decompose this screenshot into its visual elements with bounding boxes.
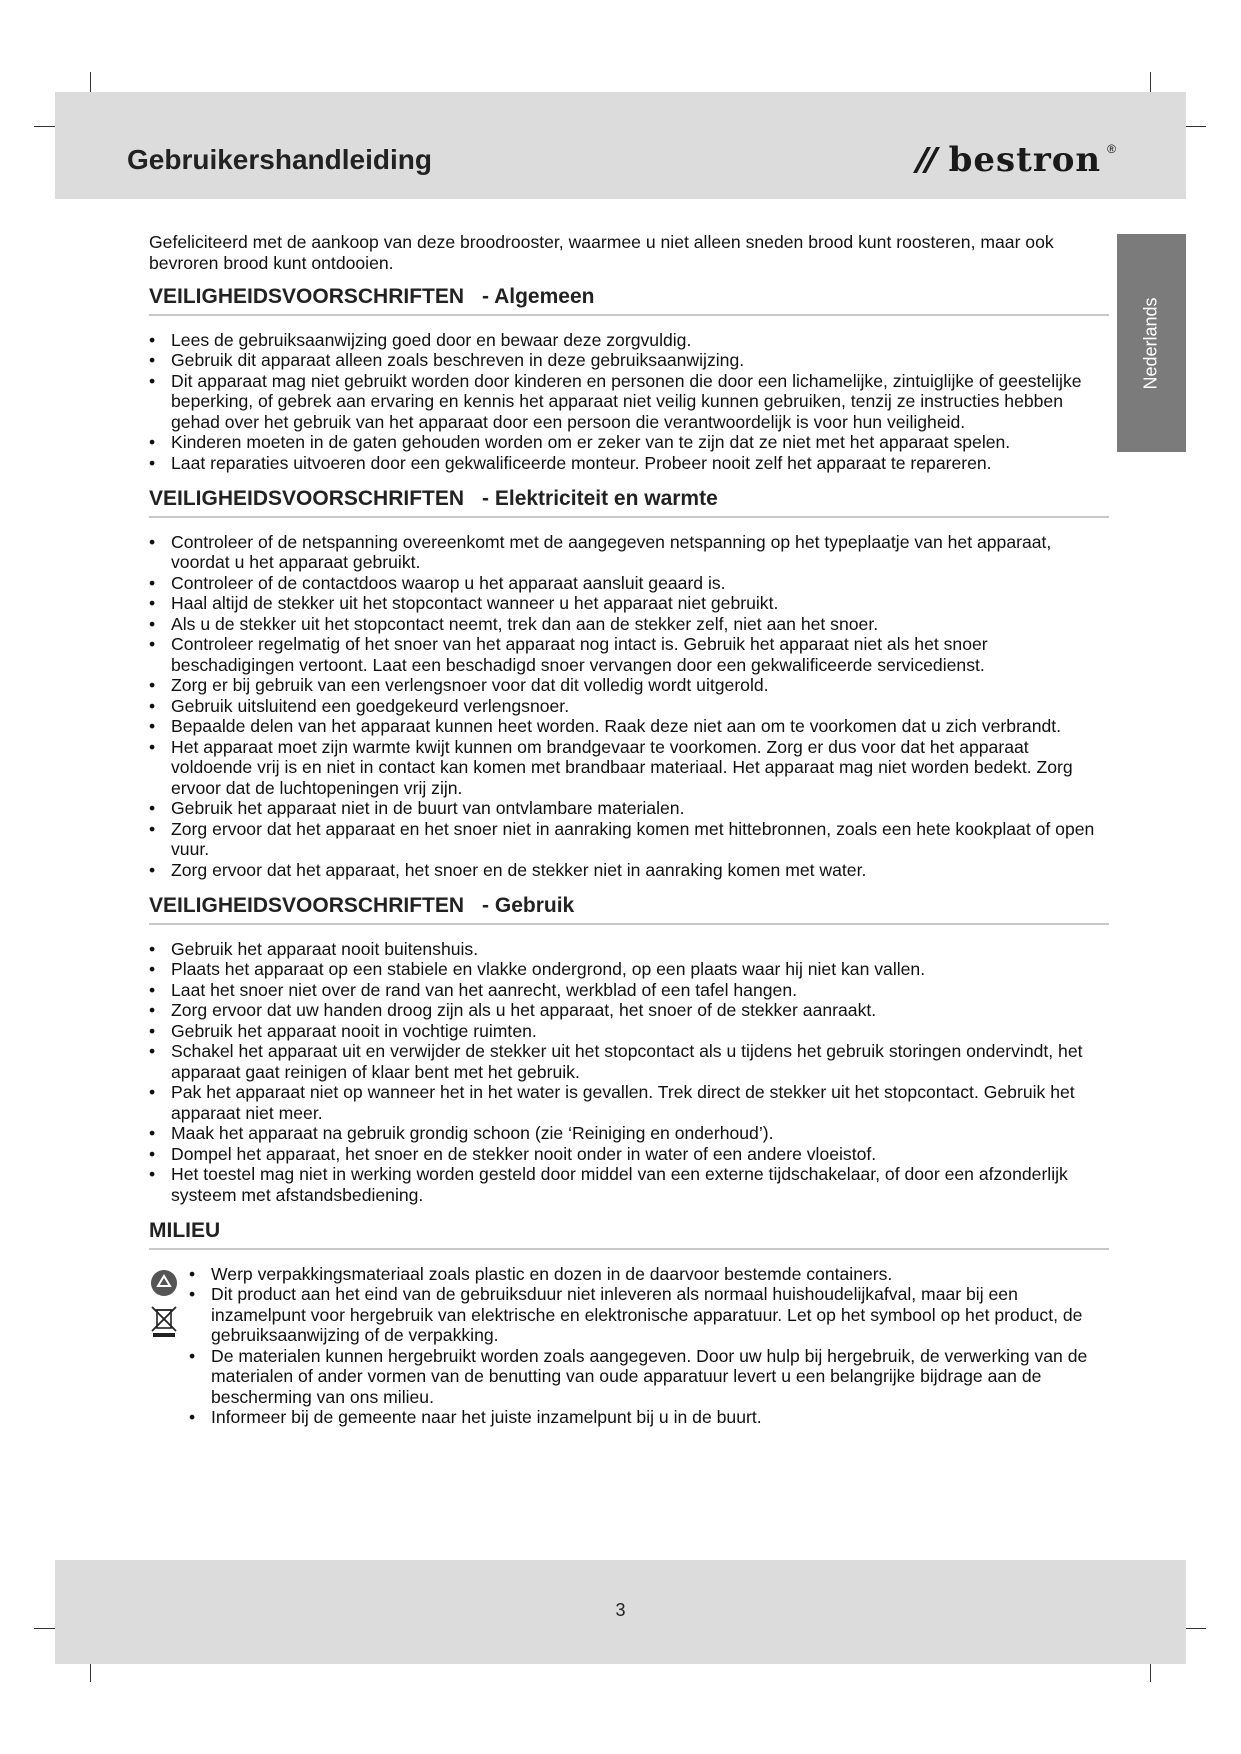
section-algemeen [149, 287, 1109, 473]
bullet-list [189, 1264, 1109, 1428]
list-item: • Schakel het apparaat uit en verwijder de stekker uit het stopcontact als u tijdens het gebruik storingen ondervindt, het apparaat gaat reinigen of klaar bent met het gebruik. [149, 1041, 1109, 1082]
section-title [149, 287, 1109, 316]
page-header [55, 92, 1186, 199]
bullet-list [149, 330, 1109, 474]
list-item: • Gebruik het apparaat niet in de buurt van ontvlambare materialen. [149, 798, 1109, 819]
list-item: • Zorg er bij gebruik van een verlengsnoer voor dat dit volledig wordt uitgerold. [149, 675, 1109, 696]
page-content [149, 232, 1109, 1444]
bullet-list [149, 939, 1109, 1206]
language-tab-label: Nederlands [1141, 296, 1161, 390]
section-title-prefix: MILIEU [149, 1219, 221, 1242]
list-item: • Als u de stekker uit het stopcontact neemt, trek dan aan de stekker zelf, niet aan het snoer. [149, 614, 1109, 635]
section-elektriciteit [149, 489, 1109, 880]
section-title [149, 896, 1109, 925]
brand-name: bestron [948, 140, 1102, 180]
section-title-prefix: VEILIGHEIDSVOORSCHRIFTEN [149, 285, 465, 308]
list-item: • Haal altijd de stekker uit het stopcontact wanneer u het apparaat niet gebruikt. [149, 593, 1109, 614]
page-number: 3 [615, 1600, 626, 1620]
list-item: • Zorg ervoor dat uw handen droog zijn als u het apparaat, het snoer of de stekker aanraakt. [149, 1000, 1109, 1021]
crossed-bin-icon [149, 1304, 179, 1338]
section-title-prefix: VEILIGHEIDSVOORSCHRIFTEN [149, 487, 465, 510]
list-item: • Het apparaat moet zijn warmte kwijt kunnen om brandgevaar te voorkomen. Zorg er dus voor dat het apparaat voldoende vrij is en niet in contact kan komen met brandbaar materiaal. Het apparaat mag niet worden bedekt. Zorg ervoor dat de luchtopeningen vrij zijn. [149, 737, 1109, 799]
registered-mark: ® [1107, 142, 1116, 156]
list-item: • Maak het apparaat na gebruik grondig schoon (zie ‘Reiniging en onderhoud’). [149, 1123, 1109, 1144]
list-item: • Controleer regelmatig of het snoer van het apparaat nog intact is. Gebruik het apparaat niet als het snoer beschadigingen vertoont. Laat een beschadigd snoer vervangen door een gekwalificeerde servicedienst. [149, 634, 1109, 675]
list-item: • Kinderen moeten in de gaten gehouden worden om er zeker van te zijn dat ze niet met het apparaat spelen. [149, 432, 1109, 453]
language-tab [1117, 234, 1186, 452]
list-item: • Dompel het apparaat, het snoer en de stekker nooit onder in water of een andere vloeistof. [149, 1144, 1109, 1165]
section-title-prefix: VEILIGHEIDSVOORSCHRIFTEN [149, 894, 465, 917]
list-item: • Het toestel mag niet in werking worden gesteld door middel van een externe tijdschakelaar, of door een afzonderlijk systeem met afstandsbediening. [149, 1164, 1109, 1205]
list-item: • Dit apparaat mag niet gebruikt worden door kinderen en personen die door een lichamelijke, zintuiglijke of geestelijke beperking, of gebrek aan ervaring en kennis het apparaat niet veilig kunnen gebruiken, tenzij ze instructies hebben gehad over het gebruik van het apparaat door een persoon die verantwoordelijk is voor hun veiligheid. [149, 371, 1109, 433]
brand-logo [909, 138, 1116, 182]
section-title-suffix: - Elektriciteit en warmte [482, 487, 718, 510]
section-title-suffix: - Algemeen [482, 285, 595, 308]
list-item: • Dit product aan het eind van de gebruiksduur niet inleveren als normaal huishoudelijkafval, maar bij een inzamelpunt voor hergebruik van elektrische en elektronische apparatuur. Let op het symbool op het product, de gebruiksaanwijzing of de verpakking. [189, 1284, 1109, 1346]
list-item: • Laat reparaties uitvoeren door een gekwalificeerde monteur. Probeer nooit zelf het apparaat te repareren. [149, 453, 1109, 474]
list-item: • Lees de gebruiksaanwijzing goed door en bewaar deze zorgvuldig. [149, 330, 1109, 351]
list-item: • Gebruik dit apparaat alleen zoals beschreven in deze gebruiksaanwijzing. [149, 350, 1109, 371]
bullet-list [149, 532, 1109, 881]
list-item: • De materialen kunnen hergebruikt worden zoals aangegeven. Door uw hulp bij hergebruik, de verwerking van de materialen of ander vormen van de benutting van oude apparatuur levert u een belangrijke bijdrage aan de bescherming van ons milieu. [189, 1346, 1109, 1408]
list-item: • Zorg ervoor dat het apparaat en het snoer niet in aanraking komen met hittebronnen, zoals een hete kookplaat of open vuur. [149, 819, 1109, 860]
list-item: • Bepaalde delen van het apparaat kunnen heet worden. Raak deze niet aan om te voorkomen dat u zich verbrandt. [149, 716, 1109, 737]
list-item: • Laat het snoer niet over de rand van het aanrecht, werkblad of een tafel hangen. [149, 980, 1109, 1001]
section-gebruik [149, 896, 1109, 1205]
list-item: • Plaats het apparaat op een stabiele en vlakke ondergrond, op een plaats waar hij niet kan vallen. [149, 959, 1109, 980]
list-item: • Controleer of de netspanning overeenkomt met de aangegeven netspanning op het typeplaatje van het apparaat, voordat u het apparaat gebruikt. [149, 532, 1109, 573]
double-slash-logo-icon [909, 143, 943, 177]
list-item: • Werp verpakkingsmateriaal zoals plastic en dozen in de daarvoor bestemde containers. [189, 1264, 1109, 1285]
milieu-icons [149, 1268, 183, 1338]
page-title: Gebruikershandleiding [127, 144, 432, 175]
list-item: • Controleer of de contactdoos waarop u het apparaat aansluit geaard is. [149, 573, 1109, 594]
section-title [149, 489, 1109, 518]
list-item: • Pak het apparaat niet op wanneer het in het water is gevallen. Trek direct de stekker uit het stopcontact. Gebruik het apparaat niet meer. [149, 1082, 1109, 1123]
intro-paragraph: Gefeliciteerd met de aankoop van deze broodrooster, waarmee u niet alleen sneden brood kunt roosteren, maar ook bevroren brood kunt ontdooien. [149, 232, 1054, 273]
section-milieu [149, 1221, 1109, 1428]
page-footer [55, 1560, 1186, 1664]
milieu-body [149, 1264, 1109, 1428]
list-item: • Gebruik uitsluitend een goedgekeurd verlengsnoer. [149, 696, 1109, 717]
list-item: • Gebruik het apparaat nooit buitenshuis. [149, 939, 1109, 960]
list-item: • Zorg ervoor dat het apparaat, het snoer en de stekker niet in aanraking komen met water. [149, 860, 1109, 881]
list-item: • Gebruik het apparaat nooit in vochtige ruimten. [149, 1021, 1109, 1042]
recycle-icon [149, 1268, 179, 1298]
list-item: • Informeer bij de gemeente naar het juiste inzamelpunt bij u in de buurt. [189, 1407, 1109, 1428]
section-title-suffix: - Gebruik [482, 894, 575, 917]
section-title [149, 1221, 1109, 1250]
